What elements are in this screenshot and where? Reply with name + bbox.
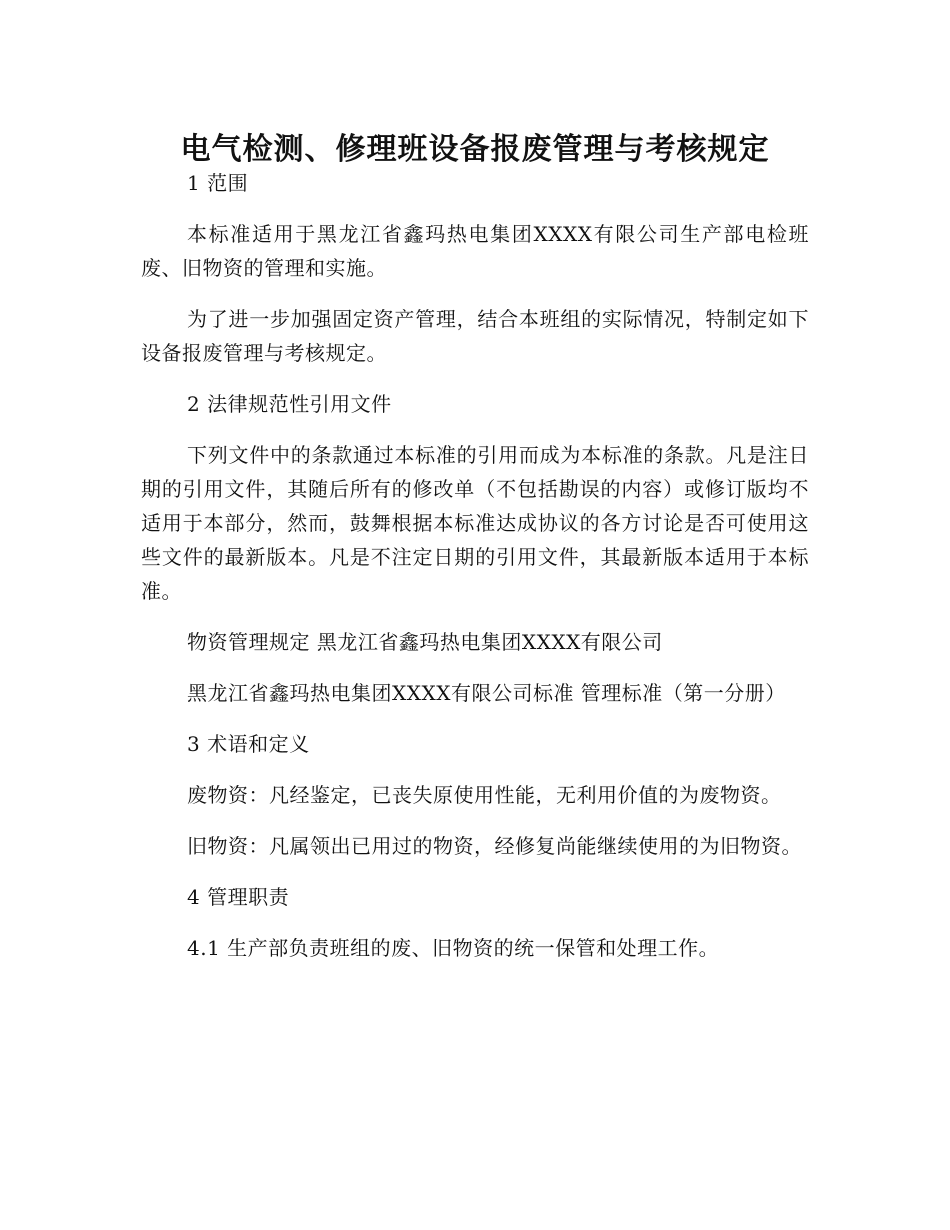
document-title: 电气检测、修理班设备报废管理与考核规定	[180, 132, 770, 168]
reference-item-company-standard: 黑龙江省鑫玛热电集团XXXX有限公司标准 管理标准（第一分册）	[187, 681, 786, 705]
definition-used-materials: 旧物资：凡属领出已用过的物资，经修复尚能继续使用的为旧物资。	[187, 834, 802, 858]
section-heading-responsibilities: 4 管理职责	[187, 885, 290, 909]
paragraph-scope-applicability: 本标准适用于黑龙江省鑫玛热电集团XXXX有限公司生产部电检班废、旧物资的管理和实施。	[141, 222, 809, 280]
paragraph-purpose: 为了进一步加强固定资产管理，结合本班组的实际情况，特制定如下设备报废管理与考核规定。	[141, 307, 809, 365]
section-heading-references: 2 法律规范性引用文件	[187, 392, 392, 416]
reference-item-material-rules: 物资管理规定 黑龙江省鑫玛热电集团XXXX有限公司	[187, 630, 663, 654]
definition-waste-materials: 废物资：凡经鉴定，已丧失原使用性能，无利用价值的为废物资。	[187, 783, 782, 807]
paragraph-references: 下列文件中的条款通过本标准的引用而成为本标准的条款。凡是注日期的引用文件，其随后所有的修改单（不包括勘误的内容）或修订版均不适用于本部分，然而，鼓舞根据本标准达成协议的各方讨论是否可使用这些文件的最新版本。凡是不注定日期的引用文件，其最新版本适用于本标准。	[141, 443, 809, 603]
responsibility-item-4-1: 4.1 生产部负责班组的废、旧物资的统一保管和处理工作。	[187, 936, 720, 960]
document-body	[141, 166, 809, 965]
section-heading-definitions: 3 术语和定义	[187, 732, 310, 756]
section-heading-scope: 1 范围	[187, 171, 249, 195]
